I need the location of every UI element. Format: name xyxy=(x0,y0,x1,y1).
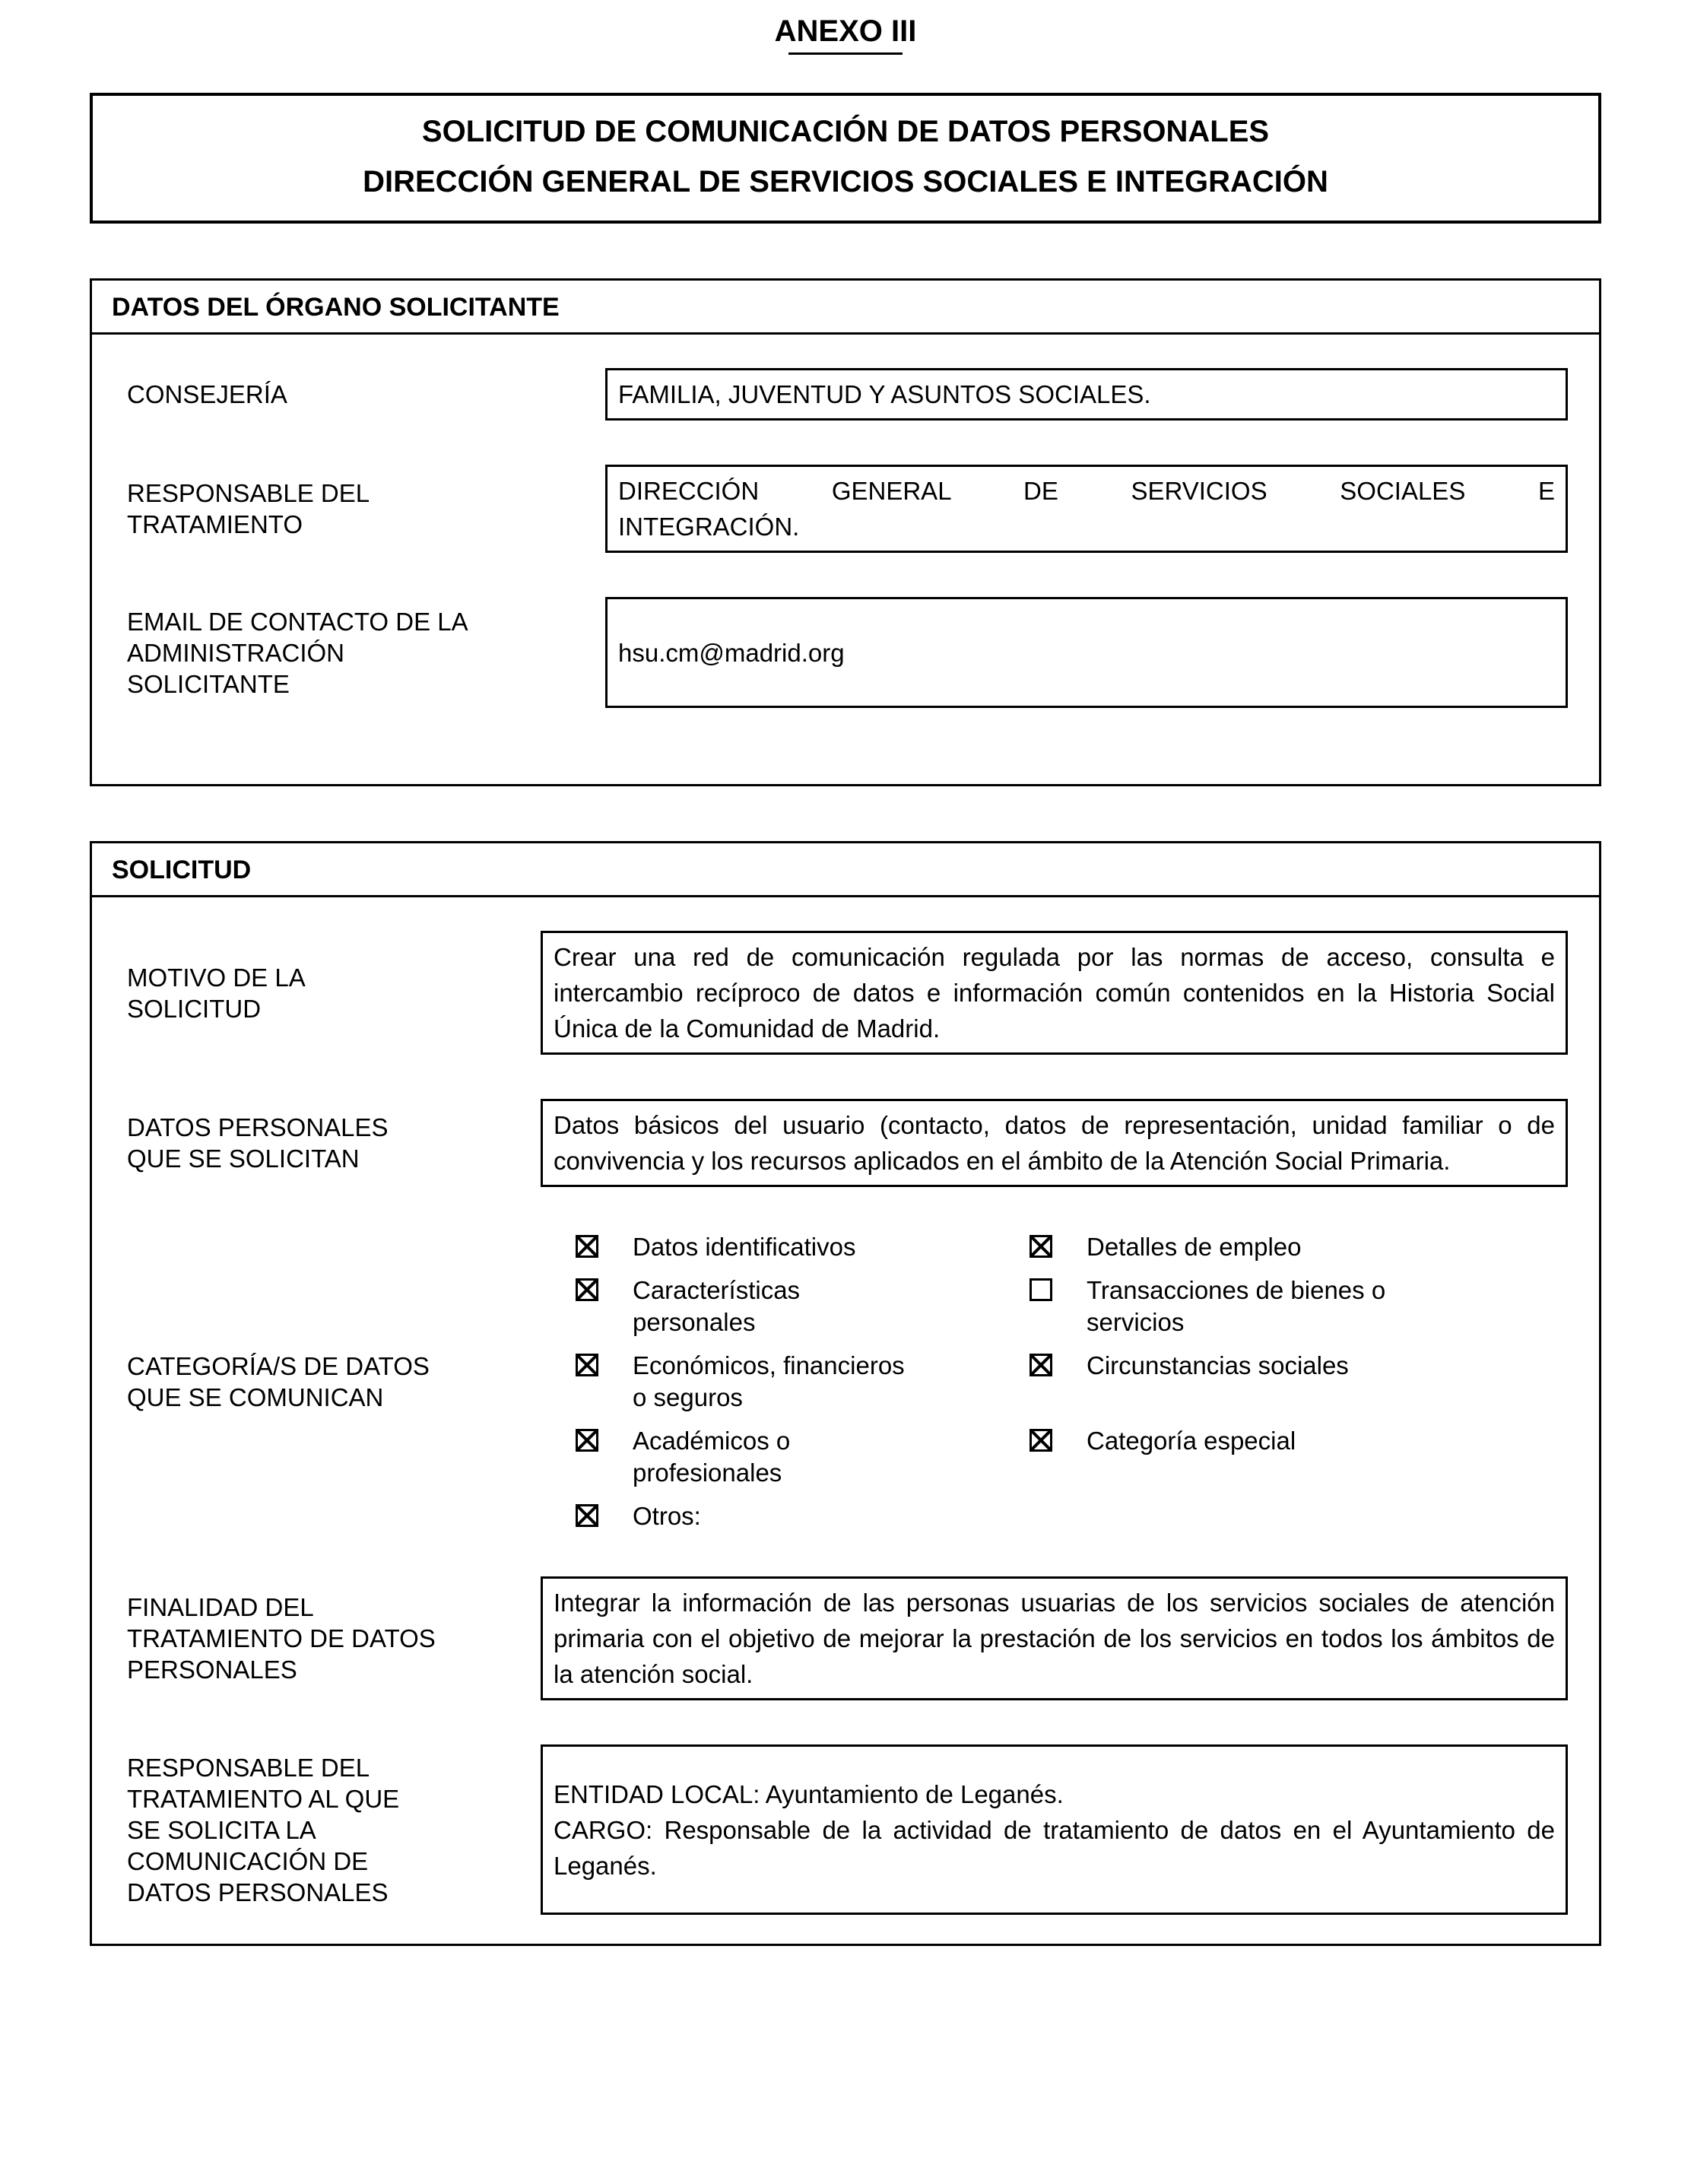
category-option-label: Transacciones de bienes o servicios xyxy=(1087,1276,1386,1336)
input-datos-personales[interactable]: Datos básicos del usuario (contacto, datos de representación, unidad familiar o de convivencia y los recursos aplicados en el ámbito de la Atención Social Primaria. xyxy=(541,1099,1568,1187)
label-categorias-datos: CATEGORÍA/S DE DATOS QUE SE COMUNICAN xyxy=(127,1352,430,1411)
category-option-economicos xyxy=(576,1350,1030,1414)
section-solicitud xyxy=(90,841,1601,1946)
responsable-destino-entidad: ENTIDAD LOCAL: Ayuntamiento de Leganés. xyxy=(554,1779,1064,1808)
input-finalidad-tratamiento[interactable]: Integrar la información de las personas usuarias de los servicios sociales de atención primaria con el objetivo de mejorar la prestación de los servicios en todos los ámbitos de la atención social. xyxy=(541,1576,1568,1700)
category-option-academicos xyxy=(576,1425,1030,1489)
checkbox-icon[interactable] xyxy=(1030,1354,1052,1376)
category-option-label: Académicos o profesionales xyxy=(633,1427,791,1487)
form-title-box xyxy=(90,93,1601,224)
label-consejeria: CONSEJERÍA xyxy=(127,380,287,408)
category-option-label: Categoría especial xyxy=(1087,1427,1296,1455)
section-datos-organo-solicitante xyxy=(90,278,1601,786)
checkbox-icon[interactable] xyxy=(576,1354,598,1376)
category-option-categoria-especial xyxy=(1030,1425,1448,1489)
checkbox-icon[interactable] xyxy=(576,1504,598,1527)
section-body-solicitud xyxy=(92,897,1599,1944)
category-option-label: Detalles de empleo xyxy=(1087,1233,1302,1261)
categories-checkbox-grid xyxy=(541,1231,1568,1532)
input-consejeria[interactable]: FAMILIA, JUVENTUD Y ASUNTOS SOCIALES. xyxy=(605,368,1568,421)
category-option-circunstancias-sociales xyxy=(1030,1350,1448,1414)
label-responsable-destino: RESPONSABLE DEL TRATAMIENTO AL QUE SE SOLICITA LA COMUNICACIÓN DE DATOS PERSONALES xyxy=(127,1753,400,1906)
label-datos-personales: DATOS PERSONALES QUE SE SOLICITAN xyxy=(127,1113,389,1173)
form-title-line1: SOLICITUD DE COMUNICACIÓN DE DATOS PERSONALES xyxy=(421,115,1270,148)
section-header-solicitud: SOLICITUD xyxy=(92,843,1599,897)
responsable-destino-cargo: CARGO: Responsable de la actividad de tratamiento de datos en el Ayuntamiento de Leganés. xyxy=(554,1815,1555,1880)
checkbox-icon[interactable] xyxy=(1030,1278,1052,1301)
field-row-datos-personales xyxy=(127,1099,1568,1187)
label-email-contacto: EMAIL DE CONTACTO DE LA ADMINISTRACIÓN SOLICITANTE xyxy=(127,607,467,698)
checkbox-icon[interactable] xyxy=(576,1429,598,1452)
category-option-datos-identificativos xyxy=(576,1231,1030,1263)
category-option-label: Circunstancias sociales xyxy=(1087,1351,1349,1379)
category-option-label: Características personales xyxy=(633,1276,801,1336)
category-option-label: Datos identificativos xyxy=(633,1233,856,1261)
field-row-categorias xyxy=(127,1231,1568,1532)
input-motivo-solicitud[interactable]: Crear una red de comunicación regulada por las normas de acceso, consulta e intercambio recíproco de datos e información común contenidos en la Historia Social Única de la Comunidad de Madrid. xyxy=(541,931,1568,1055)
checkbox-icon[interactable] xyxy=(1030,1235,1052,1258)
category-option-label: Otros: xyxy=(633,1502,701,1530)
section-header-organo: DATOS DEL ÓRGANO SOLICITANTE xyxy=(92,281,1599,335)
field-row-responsable-destino xyxy=(127,1744,1568,1915)
field-row-motivo xyxy=(127,931,1568,1055)
category-option-detalles-empleo xyxy=(1030,1231,1448,1263)
input-email-contacto[interactable]: hsu.cm@madrid.org xyxy=(605,597,1568,708)
form-title-line2: DIRECCIÓN GENERAL DE SERVICIOS SOCIALES E INTEGRACIÓN xyxy=(363,165,1328,198)
label-responsable-tratamiento: RESPONSABLE DEL TRATAMIENTO xyxy=(127,479,369,538)
input-responsable-tratamiento[interactable]: DIRECCIÓN GENERAL DE SERVICIOS SOCIALES E INTEGRACIÓN. xyxy=(605,465,1568,553)
annex-title-underline xyxy=(788,52,903,55)
checkbox-icon[interactable] xyxy=(1030,1429,1052,1452)
field-row-finalidad xyxy=(127,1576,1568,1700)
checkbox-icon[interactable] xyxy=(576,1235,598,1258)
section-body-organo xyxy=(92,335,1599,784)
label-motivo-solicitud: MOTIVO DE LA SOLICITUD xyxy=(127,963,304,1023)
category-option-transacciones xyxy=(1030,1275,1448,1338)
checkbox-icon[interactable] xyxy=(576,1278,598,1301)
input-responsable-destino[interactable] xyxy=(541,1744,1568,1915)
field-row-responsable-tratamiento xyxy=(127,465,1568,553)
category-option-otros xyxy=(576,1500,1030,1532)
category-option-caracteristicas-personales xyxy=(576,1275,1030,1338)
field-row-email-contacto xyxy=(127,597,1568,708)
field-row-consejeria xyxy=(127,368,1568,421)
label-finalidad-tratamiento: FINALIDAD DEL TRATAMIENTO DE DATOS PERSONALES xyxy=(127,1593,436,1684)
category-option-label: Económicos, financieros o seguros xyxy=(633,1351,905,1411)
annex-title: ANEXO III xyxy=(774,14,917,48)
